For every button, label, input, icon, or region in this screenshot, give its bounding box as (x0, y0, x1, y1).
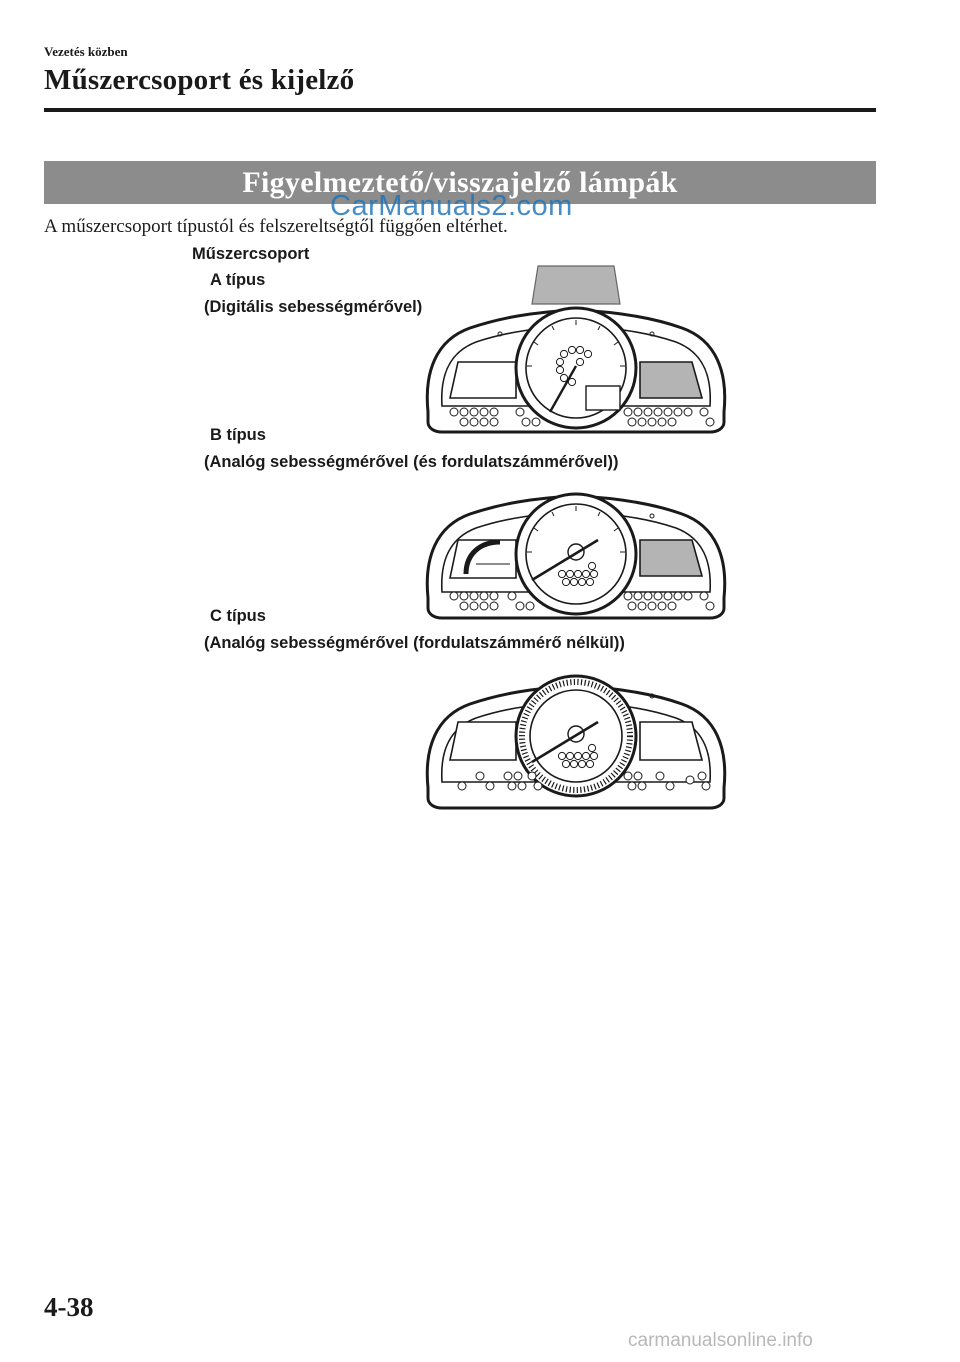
type-c-name: C típus (210, 607, 266, 625)
type-b-name: B típus (210, 426, 266, 444)
right-display (640, 362, 702, 398)
cluster-type-c-illustration (420, 668, 732, 818)
intro-text: A műszercsoport típustól és felszereltségtől függően eltérhet. (44, 216, 508, 237)
type-b-description: (Analóg sebességmérővel (és fordulatszámmérővel)) (204, 453, 619, 471)
figure-caption: Műszercsoport (192, 245, 310, 263)
left-display (450, 722, 516, 760)
type-a-description: (Digitális sebességmérővel) (204, 298, 423, 316)
chapter-label: Vezetés közben (44, 44, 128, 59)
page-number: 4-38 (44, 1292, 94, 1322)
footer-site-link[interactable]: carmanualsonline.info (628, 1330, 813, 1351)
section-heading: Figyelmeztető/visszajelző lámpák (242, 165, 678, 199)
watermark-logo: CarManuals2.com (330, 190, 573, 222)
right-display (640, 540, 702, 576)
page-title: Műszercsoport és kijelző (44, 64, 355, 96)
cluster-type-b-illustration (420, 478, 732, 628)
left-display (450, 362, 516, 398)
type-c-description: (Analóg sebességmérővel (fordulatszámmérő nélkül)) (204, 634, 625, 652)
head-up-display (532, 266, 620, 304)
digital-speed-display (586, 386, 620, 410)
right-display (640, 722, 702, 760)
title-divider (44, 108, 876, 112)
type-a-name: A típus (210, 271, 266, 289)
cluster-type-a-illustration (420, 262, 732, 442)
